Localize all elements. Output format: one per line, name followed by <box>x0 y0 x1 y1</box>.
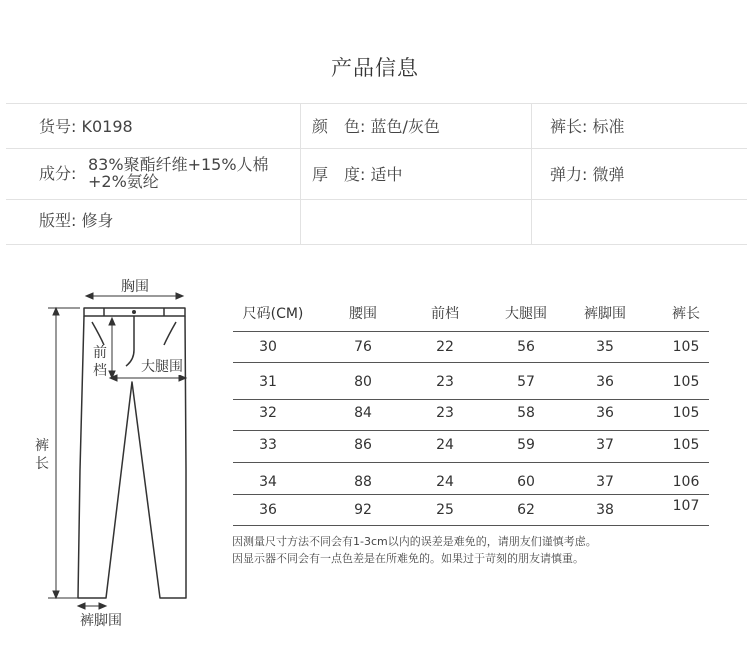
composition-line: +2%氨纶 <box>88 172 159 191</box>
product-info-table <box>6 103 747 245</box>
table-bottom-rule <box>233 525 709 526</box>
cell-length: 105 <box>672 437 700 453</box>
info-cell-thickness <box>312 165 403 185</box>
info-value: 蓝色/灰色 <box>370 117 440 136</box>
header-size: 尺码(CM) <box>242 306 304 322</box>
cell-rise: 25 <box>436 502 454 518</box>
cell-thigh: 59 <box>517 437 535 453</box>
label-hem: 裤脚围 <box>80 613 122 629</box>
cell-thigh: 57 <box>517 374 535 390</box>
cell-hem: 35 <box>596 339 614 355</box>
cell-rise: 24 <box>436 474 454 490</box>
page-title: 产品信息 <box>331 56 419 80</box>
info-key: 版型: <box>39 211 77 230</box>
size-notes <box>232 533 732 567</box>
cell-thigh: 60 <box>517 474 535 490</box>
cell-waist: 88 <box>354 474 372 490</box>
info-key: 颜 色: <box>312 117 366 136</box>
composition-line: 83%聚酯纤维+15%人棉 <box>88 155 269 174</box>
cell-hem: 36 <box>596 374 614 390</box>
cell-rise: 24 <box>436 437 454 453</box>
cell-waist: 80 <box>354 374 372 390</box>
pants-outline <box>0 270 225 640</box>
cell-hem: 37 <box>596 474 614 490</box>
header-waist: 腰围 <box>349 306 377 322</box>
cell-rise: 22 <box>436 339 454 355</box>
table-row <box>233 399 709 431</box>
cell-rise: 23 <box>436 374 454 390</box>
info-value: 标准 <box>592 117 625 136</box>
info-key: 货号: <box>39 117 77 136</box>
cell-length: 106 <box>672 474 700 490</box>
info-value: 微弹 <box>592 165 625 184</box>
label-length-char: 裤 <box>35 438 49 454</box>
info-row <box>6 104 747 149</box>
cell-thigh: 62 <box>517 502 535 518</box>
info-value: K0198 <box>81 117 133 136</box>
table-row <box>233 494 709 526</box>
info-value: 适中 <box>370 165 403 184</box>
label-front-rise-char: 前 <box>93 345 107 361</box>
header-hem: 裤脚围 <box>584 306 626 322</box>
note-color: 因显示器不同会有一点色差是在所难免的。如果过于苛刻的朋友请慎重。 <box>232 552 584 565</box>
info-key: 弹力: <box>550 165 588 184</box>
header-length: 裤长 <box>672 306 700 322</box>
header-thigh: 大腿围 <box>505 306 547 322</box>
cell-waist: 92 <box>354 502 372 518</box>
table-row <box>233 430 709 462</box>
info-cell-color <box>312 117 440 137</box>
cell-hem: 36 <box>596 405 614 421</box>
label-front-rise-char: 档 <box>93 363 107 379</box>
table-row <box>233 331 709 362</box>
table-row <box>233 462 709 495</box>
cell-length: 105 <box>672 405 700 421</box>
size-table-header <box>233 296 709 326</box>
cell-thigh: 58 <box>517 405 535 421</box>
info-cell-item-no <box>39 117 133 137</box>
cell-waist: 84 <box>354 405 372 421</box>
cell-size: 30 <box>259 339 277 355</box>
cell-rise: 23 <box>436 405 454 421</box>
note-measurement: 因测量尺寸方法不同会有1-3cm以内的误差是难免的，请朋友们谨慎考虑。 <box>232 535 597 548</box>
cell-length: 107 <box>672 498 700 514</box>
pants-measurement-diagram <box>0 270 225 640</box>
info-cell-stretch <box>550 165 625 185</box>
cell-size: 36 <box>259 502 277 518</box>
cell-hem: 37 <box>596 437 614 453</box>
info-key: 裤长: <box>550 117 588 136</box>
info-cell-length <box>550 117 625 137</box>
cell-thigh: 56 <box>517 339 535 355</box>
label-chest: 胸围 <box>121 279 149 295</box>
info-row <box>6 149 747 200</box>
info-cell-fit <box>39 211 114 231</box>
cell-waist: 86 <box>354 437 372 453</box>
cell-length: 105 <box>672 374 700 390</box>
cell-length: 105 <box>672 339 700 355</box>
info-value: 修身 <box>81 211 114 230</box>
label-length <box>35 437 49 473</box>
cell-waist: 76 <box>354 339 372 355</box>
label-thigh: 大腿围 <box>141 359 183 375</box>
cell-size: 31 <box>259 374 277 390</box>
header-rise: 前档 <box>431 306 459 322</box>
info-row <box>6 200 747 244</box>
label-length-char: 长 <box>35 456 49 472</box>
cell-size: 32 <box>259 405 277 421</box>
cell-size: 33 <box>259 437 277 453</box>
label-front-rise <box>93 344 107 380</box>
cell-size: 34 <box>259 474 277 490</box>
info-key-composition: 成分: <box>39 164 77 183</box>
table-row <box>233 362 709 400</box>
info-key: 厚 度: <box>312 165 366 184</box>
info-value-composition <box>88 156 269 190</box>
cell-hem: 38 <box>596 502 614 518</box>
